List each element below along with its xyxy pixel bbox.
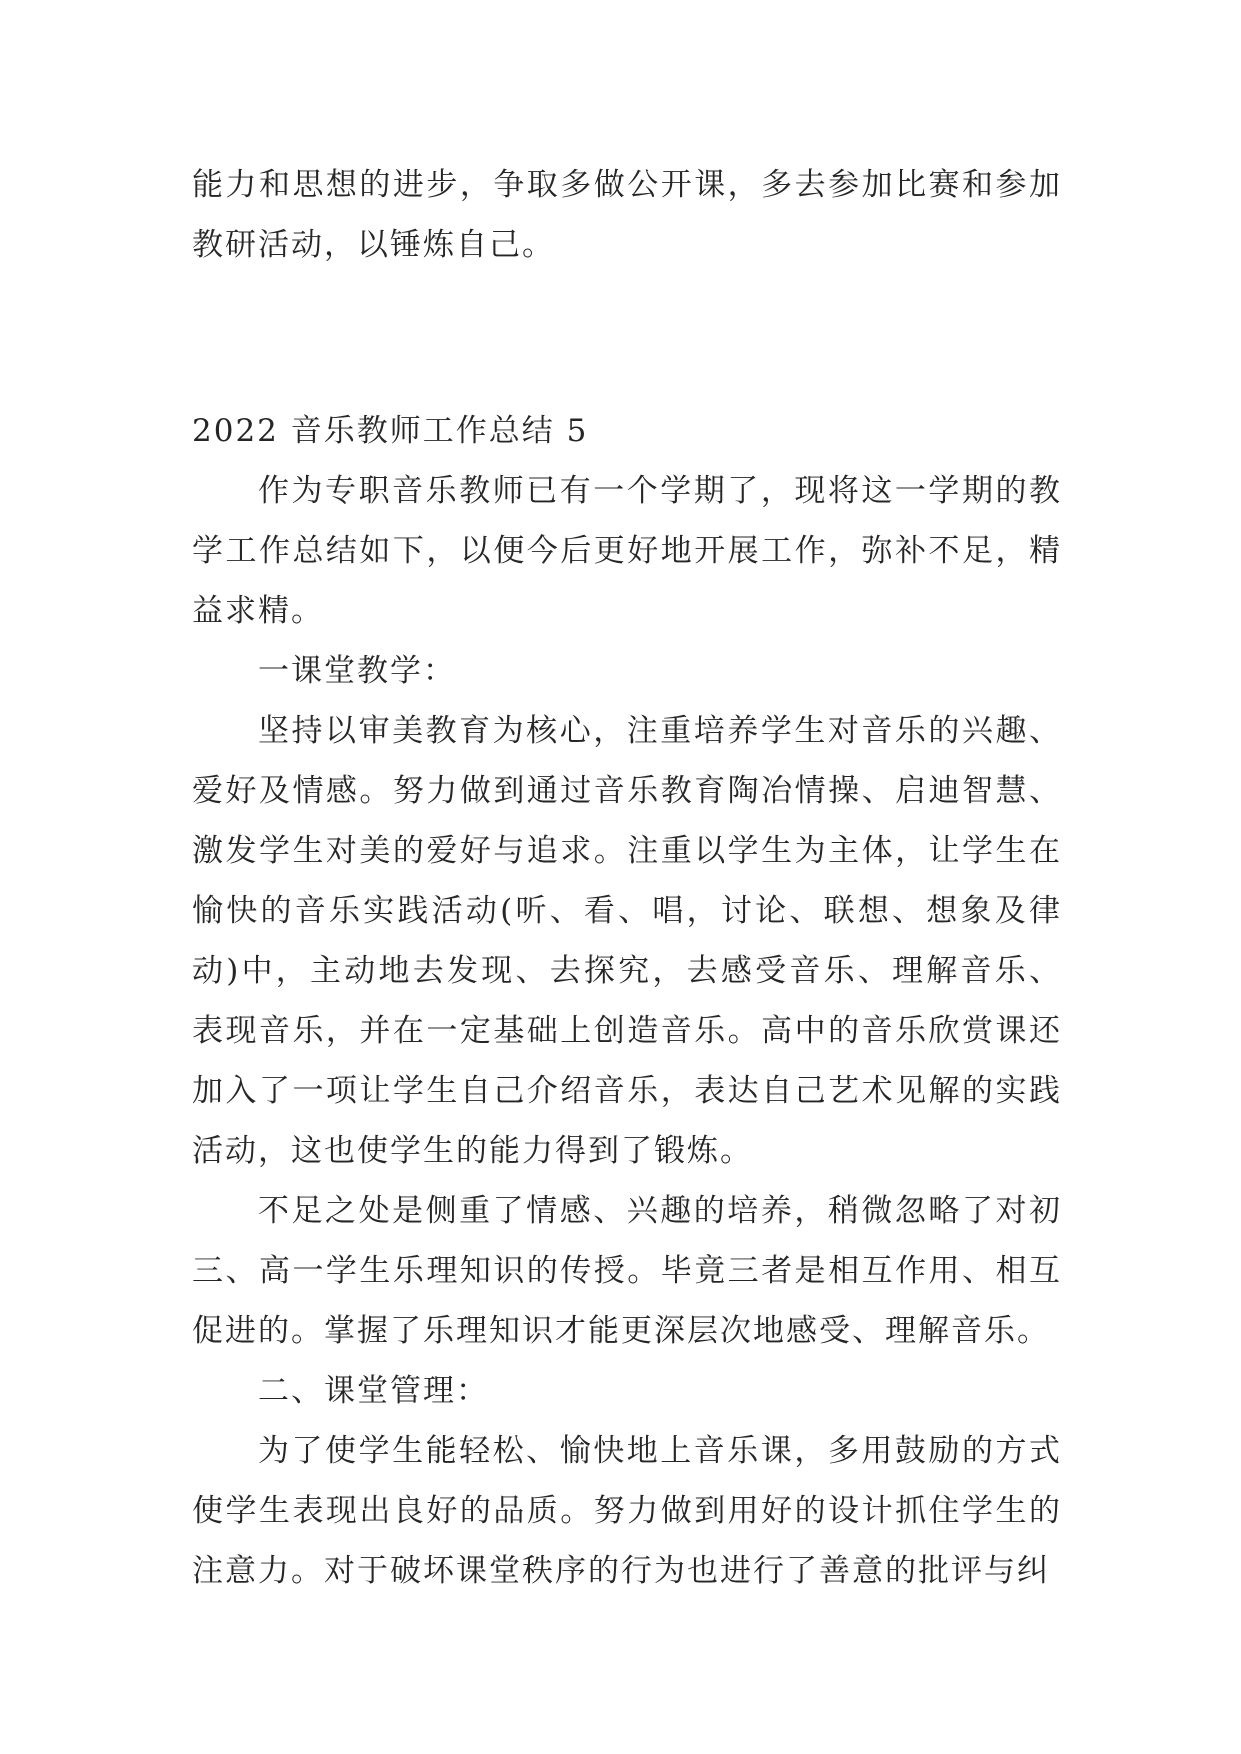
- section-block: [192, 401, 1062, 1601]
- section-title: 2022 音乐教师工作总结 5: [192, 413, 589, 449]
- paragraph-shortcomings: 不足之处是侧重了情感、兴趣的培养，稍微忽略了对初三、高一学生乐理知识的传授。毕竟三者是相互作用、相互促进的。掌握了乐理知识才能更深层次地感受、理解音乐。: [192, 1193, 1062, 1349]
- continuation-block: [192, 155, 1062, 275]
- paragraph-intro: 作为专职音乐教师已有一个学期了，现将这一学期的教学工作总结如下，以便今后更好地开展工作，弥补不足，精益求精。: [192, 473, 1062, 629]
- paragraph-teaching-approach: 坚持以审美教育为核心，注重培养学生对音乐的兴趣、爱好及情感。努力做到通过音乐教育陶冶情操、启迪智慧、激发学生对美的爱好与追求。注重以学生为主体，让学生在愉快的音乐实践活动(听、看、唱，讨论、联想、想象及律动)中，主动地去发现、去探究，去感受音乐、理解音乐、表现音乐，并在一定基础上创造音乐。高中的音乐欣赏课还加入了一项让学生自己介绍音乐，表达自己艺术见解的实践活动，这也使学生的能力得到了锻炼。: [192, 713, 1062, 1169]
- subheading-classroom-teaching: 一课堂教学：: [258, 653, 456, 689]
- subheading-classroom-management: 二、课堂管理：: [258, 1373, 489, 1409]
- paragraph-management: 为了使学生能轻松、愉快地上音乐课，多用鼓励的方式使学生表现出良好的品质。努力做到用好的设计抓住学生的注意力。对于破坏课堂秩序的行为也进行了善意的批评与纠: [192, 1433, 1062, 1589]
- continuation-paragraph: 能力和思想的进步，争取多做公开课，多去参加比赛和参加教研活动，以锤炼自己。: [192, 167, 1062, 263]
